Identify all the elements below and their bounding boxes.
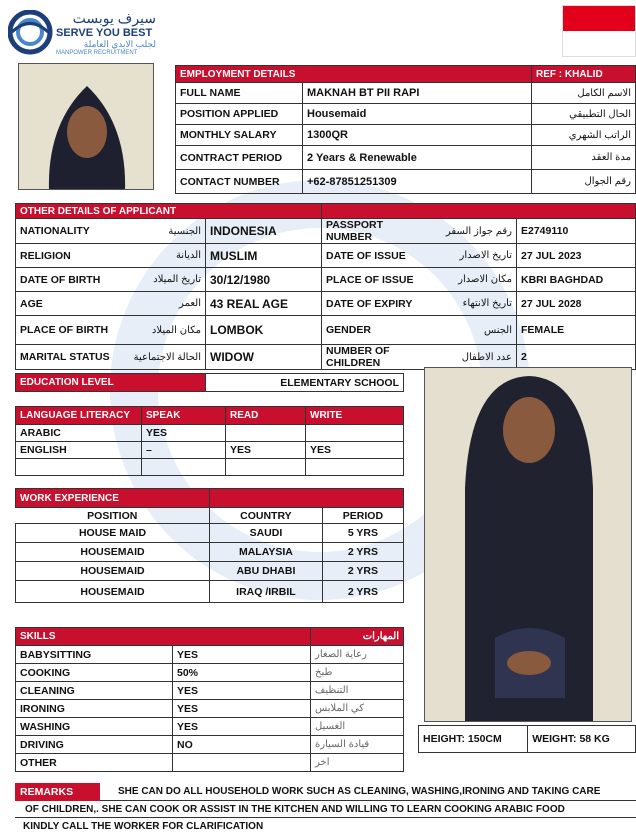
skill-ar: قيادة السيارة [311,736,404,754]
other-ar-right: مكان الاصدار [432,268,517,292]
skill-value: YES [173,700,311,718]
work-row [16,543,404,562]
work-header: WORK EXPERIENCE [16,489,210,508]
other-label-right: PLACE OF ISSUE [322,268,432,292]
skill-name: CLEANING [16,682,173,700]
other-ar-right: الجنس [432,316,517,345]
work-cell: 2 YRS [322,581,403,603]
full-name-value: MAKNAH BT PII RAPI [303,83,532,104]
work-experience-table [15,488,404,603]
contract-ar: مدة العقد [532,146,636,170]
height-value: HEIGHT: 150CM [419,726,528,753]
other-details-row [16,316,636,345]
skills-header: SKILLS [16,628,311,646]
full-name-ar: الاسم الكامل [532,83,636,104]
skill-ar: التنظيف [311,682,404,700]
other-label-right: GENDER [322,316,432,345]
work-cell: HOUSEMAID [16,562,210,581]
work-cell: MALAYSIA [210,543,323,562]
other-value-right: 27 JUL 2028 [517,292,636,316]
work-cell: 5 YRS [322,524,403,543]
contact-label: CONTACT NUMBER [176,170,303,194]
other-value-left: 43 REAL AGE [206,292,322,316]
skill-ar: طبخ [311,664,404,682]
other-label-right: DATE OF ISSUE [322,244,432,268]
other-value-left: INDONESIA [206,219,322,244]
work-row [16,524,404,543]
other-label-left: DATE OF BIRTH [16,268,126,292]
skill-name: OTHER [16,754,173,772]
other-ar-right: تاريخ الانتهاء [432,292,517,316]
brand-name: SERVE YOU BEST [56,27,153,39]
work-cell: SAUDI [210,524,323,543]
language-cell: YES [306,442,404,459]
other-details-table [15,203,636,370]
contact-value: +62-87851251309 [303,170,532,194]
other-label-right: NUMBER OF CHILDREN [322,345,432,370]
skill-row [16,754,404,772]
skills-table [15,627,404,772]
work-col-country: COUNTRY [210,508,323,524]
other-details-row [16,268,636,292]
employment-details-table [175,65,636,194]
remarks-label: REMARKS [15,783,100,801]
skill-ar: الغسيل [311,718,404,736]
other-value-right: 2 [517,345,636,370]
skill-ar: رعاية الصغار [311,646,404,664]
skill-value: NO [173,736,311,754]
position-value: Housemaid [303,104,532,125]
other-ar-right: عدد الاطفال [432,345,517,370]
skill-row [16,646,404,664]
other-details-row [16,244,636,268]
work-cell: HOUSEMAID [16,543,210,562]
lang-header-literacy: LANGUAGE LITERACY [16,407,142,425]
skill-ar: اخر [311,754,404,772]
other-label-left: PLACE OF BIRTH [16,316,126,345]
language-cell [226,425,306,442]
position-label: POSITION APPLIED [176,104,303,125]
other-value-left: LOMBOK [206,316,322,345]
other-label-right: PASSPORT NUMBER [322,219,432,244]
skill-name: IRONING [16,700,173,718]
skill-name: COOKING [16,664,173,682]
indonesia-flag [562,5,636,57]
language-row [16,459,404,476]
education-label: EDUCATION LEVEL [16,374,206,392]
position-ar: الحال التطبيقي [532,104,636,125]
other-ar-left: تاريخ الميلاد [126,268,206,292]
skill-value: 50% [173,664,311,682]
skill-value: YES [173,718,311,736]
employment-header: EMPLOYMENT DETAILS [176,66,532,83]
lang-header-write: WRITE [306,407,404,425]
other-label-left: RELIGION [16,244,126,268]
other-label-right: DATE OF EXPIRY [322,292,432,316]
other-ar-left: مكان الميلاد [126,316,206,345]
full-name-label: FULL NAME [176,83,303,104]
work-cell: HOUSE MAID [16,524,210,543]
salary-ar: الراتب الشهري [532,125,636,146]
other-ar-left: العمر [126,292,206,316]
language-cell: ENGLISH [16,442,142,459]
brand-tagline: MANPOWER RECRUITMENT [56,50,138,56]
skill-row [16,682,404,700]
skill-ar: كي الملابس [311,700,404,718]
other-ar-left: الحالة الاجتماعية [126,345,206,370]
other-label-left: MARITAL STATUS [16,345,126,370]
other-details-row [16,292,636,316]
remarks-line-2: OF CHILDREN,. SHE CAN COOK OR ASSIST IN THE KITCHEN AND WILLING TO LEARN COOKING ARABIC FOOD [15,801,636,818]
weight-value: WEIGHT: 58 KG [528,726,636,753]
other-details-row [16,345,636,370]
contract-label: CONTRACT PERIOD [176,146,303,170]
language-cell: YES [142,425,226,442]
work-cell: 2 YRS [322,562,403,581]
brand-arabic-sub: لجلب الايدي العاملة [83,39,156,49]
language-cell: YES [226,442,306,459]
other-value-right: 27 JUL 2023 [517,244,636,268]
language-cell [306,459,404,476]
ref-label: REF : KHALID [532,66,636,83]
skills-header-ar: المهارات [311,628,404,646]
skill-value [173,754,311,772]
lang-header-read: READ [226,407,306,425]
other-details-row [16,219,636,244]
language-cell [142,459,226,476]
lang-header-speak: SPEAK [142,407,226,425]
language-cell [306,425,404,442]
skill-value: YES [173,646,311,664]
language-table [15,406,404,476]
skill-name: BABYSITTING [16,646,173,664]
contract-value: 2 Years & Renewable [303,146,532,170]
language-cell: – [142,442,226,459]
language-cell [226,459,306,476]
salary-label: MONTHLY SALARY [176,125,303,146]
applicant-photo-small [18,63,154,190]
other-value-left: 30/12/1980 [206,268,322,292]
other-details-header: OTHER DETAILS OF APPLICANT [16,204,322,219]
remarks-line-3: KINDLY CALL THE WORKER FOR CLARIFICATION [23,821,264,832]
other-value-right: FEMALE [517,316,636,345]
other-ar-left: الديانة [126,244,206,268]
work-cell: HOUSEMAID [16,581,210,603]
other-value-right: KBRI BAGHDAD [517,268,636,292]
logo-globe-icon [8,10,53,55]
work-row [16,562,404,581]
skill-name: DRIVING [16,736,173,754]
work-col-position: POSITION [87,509,138,522]
work-col-period: PERIOD [322,508,403,524]
education-value: ELEMENTARY SCHOOL [206,374,404,392]
work-cell: 2 YRS [322,543,403,562]
applicant-photo-full [424,367,632,722]
other-value-left: MUSLIM [206,244,322,268]
other-label-left: NATIONALITY [16,219,126,244]
skill-name: WASHING [16,718,173,736]
contact-ar: رقم الجوال [532,170,636,194]
measurements-table [418,725,636,753]
skill-row [16,664,404,682]
other-label-left: AGE [16,292,126,316]
work-cell: ABU DHABI [210,562,323,581]
other-value-left: WIDOW [206,345,322,370]
other-ar-right: رقم جواز السفر [432,219,517,244]
other-value-right: E2749110 [517,219,636,244]
remarks-section [15,783,636,835]
other-ar-right: تاريخ الاصدار [432,244,517,268]
language-cell [16,459,142,476]
education-table [15,373,404,392]
skill-value: YES [173,682,311,700]
language-cell: ARABIC [16,425,142,442]
company-logo [8,10,53,55]
work-cell: IRAQ /IRBIL [210,581,323,603]
language-row [16,425,404,442]
skill-row [16,736,404,754]
skill-row [16,718,404,736]
salary-value: 1300QR [303,125,532,146]
other-ar-left: الجنسية [126,219,206,244]
remarks-line-1: SHE CAN DO ALL HOUSEHOLD WORK SUCH AS CLEANING, WASHING,IRONING AND TAKING CARE [118,786,601,797]
skill-row [16,700,404,718]
work-row [16,581,404,603]
language-row [16,442,404,459]
brand-arabic: سيرف يوبست [72,10,156,26]
